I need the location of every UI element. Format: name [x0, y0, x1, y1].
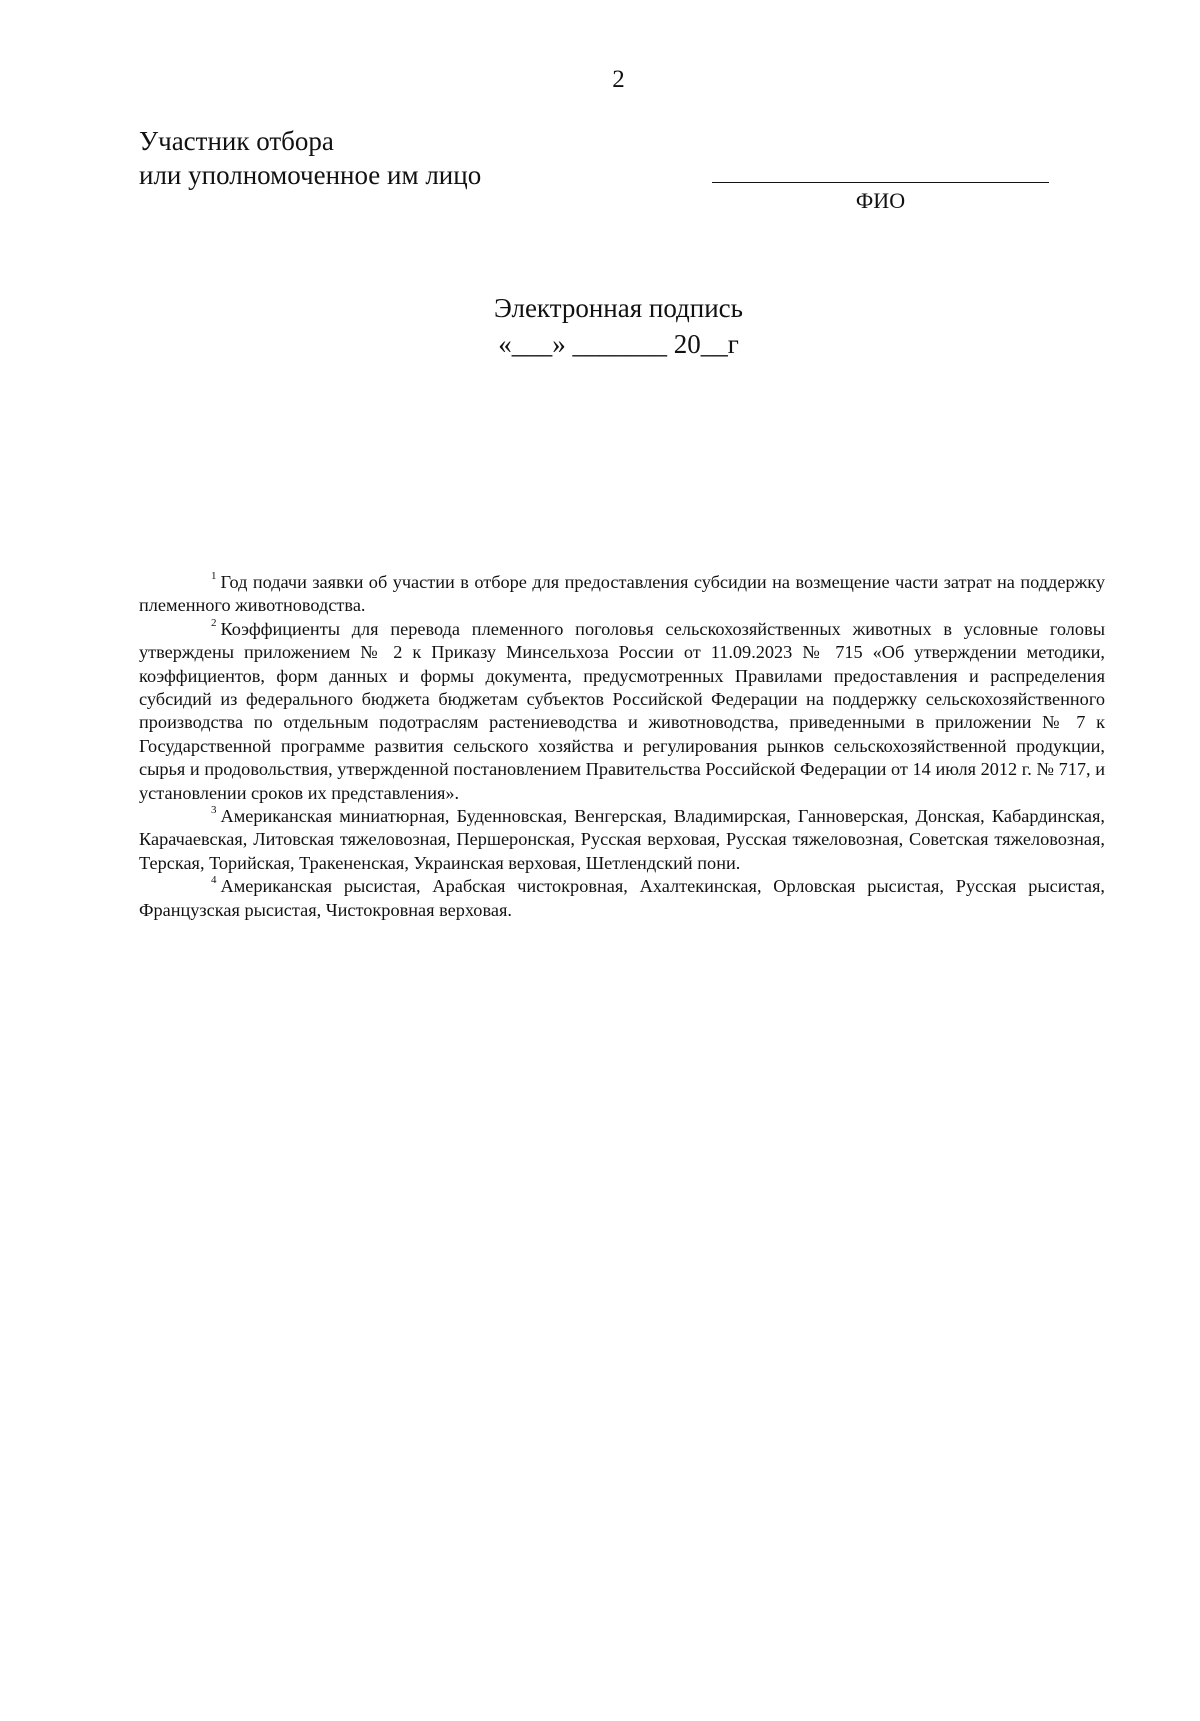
footnotes	[139, 571, 1105, 922]
footnote-text: Год подачи заявки об участии в отборе для предоставления субсидии на возмещение части затрат на поддержку племенного животноводства.	[139, 572, 1105, 616]
signer-subtitle: или уполномоченное им лицо	[139, 160, 482, 190]
electronic-signature-block	[0, 290, 1200, 362]
signature-date-line: «___» _______ 20__г	[498, 329, 739, 359]
footnote-mark: 3	[211, 803, 217, 816]
footnote-3	[139, 805, 1105, 875]
footnote-text: Американская миниатюрная, Буденновская, Венгерская, Владимирская, Ганноверская, Донская, Кабардинская, Карачаевская, Литовская тяжеловозная, Першеронская, Русская верховая, Русская тяжеловозная, Советская тяжеловозная, Терская, Торийская, Тракененская, Украинская верховая, Шетлендский пони.	[139, 806, 1105, 873]
signer-block	[139, 124, 481, 192]
signer-title: Участник отбора	[139, 126, 334, 156]
footnote-mark: 1	[211, 569, 217, 582]
fio-label: ФИО	[855, 188, 906, 213]
electronic-signature-title: Электронная подпись	[494, 293, 743, 323]
footnote-2	[139, 618, 1105, 805]
footnote-text: Американская рысистая, Арабская чистокровная, Ахалтекинская, Орловская рысистая, Русская рысистая, Французская рысистая, Чистокровная верховая.	[139, 876, 1105, 920]
signature-line	[712, 182, 1049, 183]
footnote-1	[139, 571, 1105, 618]
page-number: 2	[612, 66, 625, 93]
footnote-4	[139, 875, 1105, 922]
footnote-text: Коэффициенты для перевода племенного поголовья сельскохозяйственных животных в условные головы утверждены приложением № 2 к Приказу Минсельхоза России от 11.09.2023 № 715 «Об утверждении методики, коэффициентов, форм данных и формы документа, предусмотренных Правилами предоставления и распределения субсидий из федерального бюджета бюджетам субъектов Российской Федерации на поддержку сельскохозяйственного производства по отдельным подотраслям растениеводства и животноводства, приведенными в приложении № 7 к Государственной программе развития сельского хозяйства и регулирования рынков сельскохозяйственной продукции, сырья и продовольствия, утвержденной постановлением Правительства Российской Федерации от 14 июля 2012 г. № 717, и установлении сроков их представления».	[139, 618, 1105, 803]
footnote-mark: 4	[211, 874, 217, 887]
footnote-mark: 2	[211, 616, 217, 629]
